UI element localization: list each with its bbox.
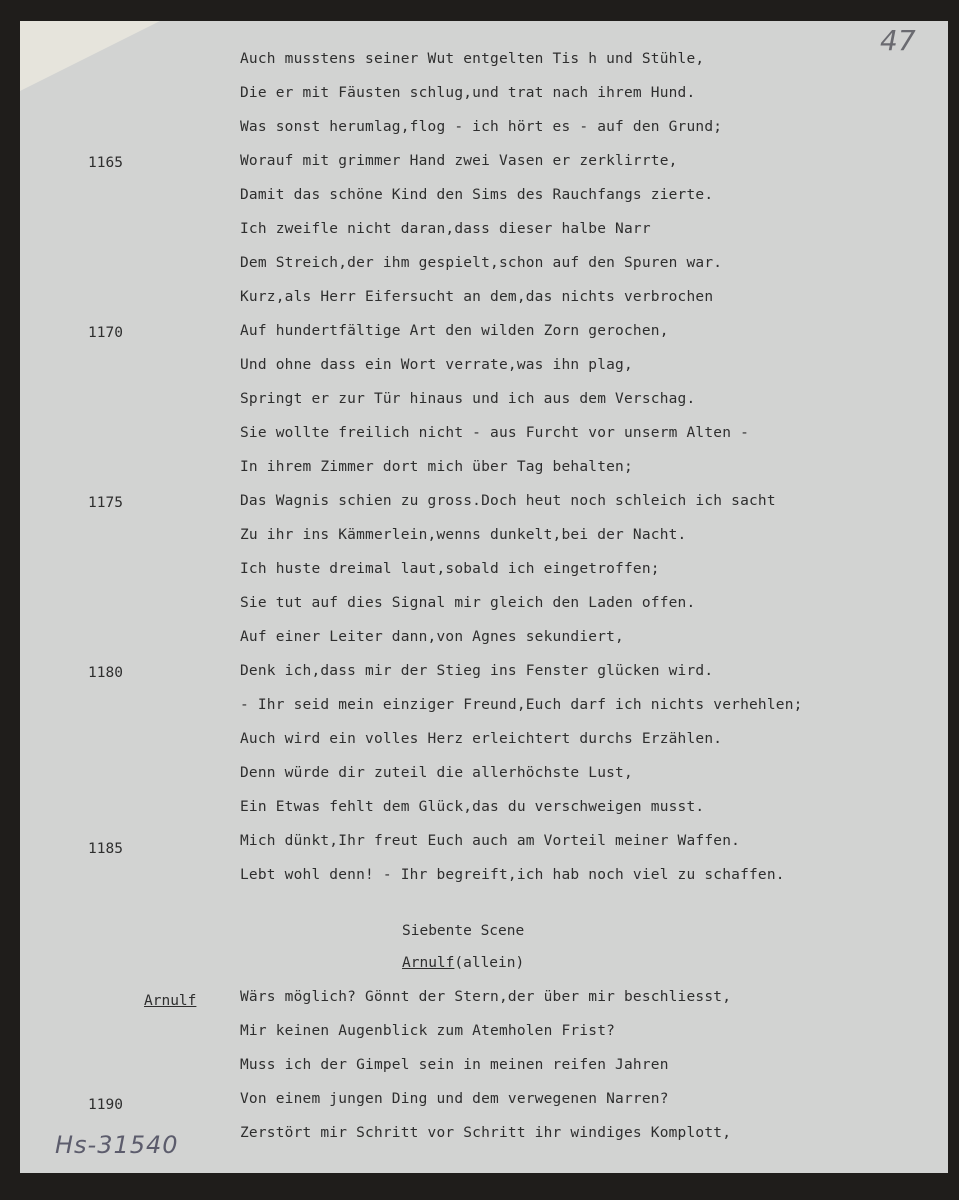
verse-line: Auf hundertfältige Art den wilden Zorn gerochen,	[240, 323, 669, 339]
verse-line: Wärs möglich? Gönnt der Stern,der über mir beschliesst,	[240, 989, 732, 1005]
verse-line: Muss ich der Gimpel sein in meinen reifen Jahren	[240, 1057, 669, 1073]
verse-line: Von einem jungen Ding und dem verwegenen Narren?	[240, 1091, 669, 1107]
verse-line: Das Wagnis schien zu gross.Doch heut noch schleich ich sacht	[240, 493, 776, 509]
scene-title: Siebente Scene	[402, 923, 525, 939]
verse-line: Ich zweifle nicht daran,dass dieser halbe Narr	[240, 221, 651, 237]
verse-line: Sie tut auf dies Signal mir gleich den Laden offen.	[240, 595, 696, 611]
line-number: 1185	[88, 841, 123, 857]
verse-line: Die er mit Fäusten schlug,und trat nach ihrem Hund.	[240, 85, 696, 101]
scene-character: Arnulf	[402, 955, 455, 971]
verse-line: Zerstört mir Schritt vor Schritt ihr windiges Komplott,	[240, 1125, 732, 1141]
speaker-name: Arnulf	[144, 993, 197, 1009]
line-number: 1165	[88, 155, 123, 171]
verse-line: Dem Streich,der ihm gespielt,schon auf den Spuren war.	[240, 255, 723, 271]
verse-line: Damit das schöne Kind den Sims des Rauchfangs zierte.	[240, 187, 714, 203]
verse-line: Ich huste dreimal laut,sobald ich eingetroffen;	[240, 561, 660, 577]
verse-line: Denn würde dir zuteil die allerhöchste Lust,	[240, 765, 633, 781]
verse-line: Mir keinen Augenblick zum Atemholen Frist?	[240, 1023, 616, 1039]
verse-line: Auch wird ein volles Herz erleichtert durchs Erzählen.	[240, 731, 723, 747]
verse-line: Denk ich,dass mir der Stieg ins Fenster glücken wird.	[240, 663, 714, 679]
scene-direction: (allein)	[454, 955, 525, 971]
page-number: 47	[880, 24, 916, 57]
verse-line: - Ihr seid mein einziger Freund,Euch darf ich nichts verhehlen;	[240, 697, 803, 713]
verse-line: Sie wollte freilich nicht - aus Furcht vor unserm Alten -	[240, 425, 749, 441]
line-number: 1175	[88, 495, 123, 511]
line-number: 1190	[88, 1097, 123, 1113]
line-number: 1180	[88, 665, 123, 681]
verse-line: Was sonst herumlag,flog - ich hört es - auf den Grund;	[240, 119, 723, 135]
verse-line: Und ohne dass ein Wort verrate,was ihn plag,	[240, 357, 633, 373]
verse-line: Ein Etwas fehlt dem Glück,das du verschweigen musst.	[240, 799, 705, 815]
verse-line: Kurz,als Herr Eifersucht an dem,das nichts verbrochen	[240, 289, 714, 305]
verse-line: Lebt wohl denn! - Ihr begreift,ich hab noch viel zu schaffen.	[240, 867, 785, 883]
verse-line: Auch musstens seiner Wut entgelten Tis h und Stühle,	[240, 51, 705, 67]
verse-line: Auf einer Leiter dann,von Agnes sekundiert,	[240, 629, 624, 645]
scene-heading	[402, 955, 524, 971]
verse-line: Mich dünkt,Ihr freut Euch auch am Vorteil meiner Waffen.	[240, 833, 741, 849]
verse-line: Zu ihr ins Kämmerlein,wenns dunkelt,bei der Nacht.	[240, 527, 687, 543]
verse-line: Worauf mit grimmer Hand zwei Vasen er zerklirrte,	[240, 153, 678, 169]
verse-line: In ihrem Zimmer dort mich über Tag behalten;	[240, 459, 633, 475]
archive-stamp: Hs-31540	[55, 1131, 179, 1159]
line-number: 1170	[88, 325, 123, 341]
verse-line: Springt er zur Tür hinaus und ich aus dem Verschag.	[240, 391, 696, 407]
